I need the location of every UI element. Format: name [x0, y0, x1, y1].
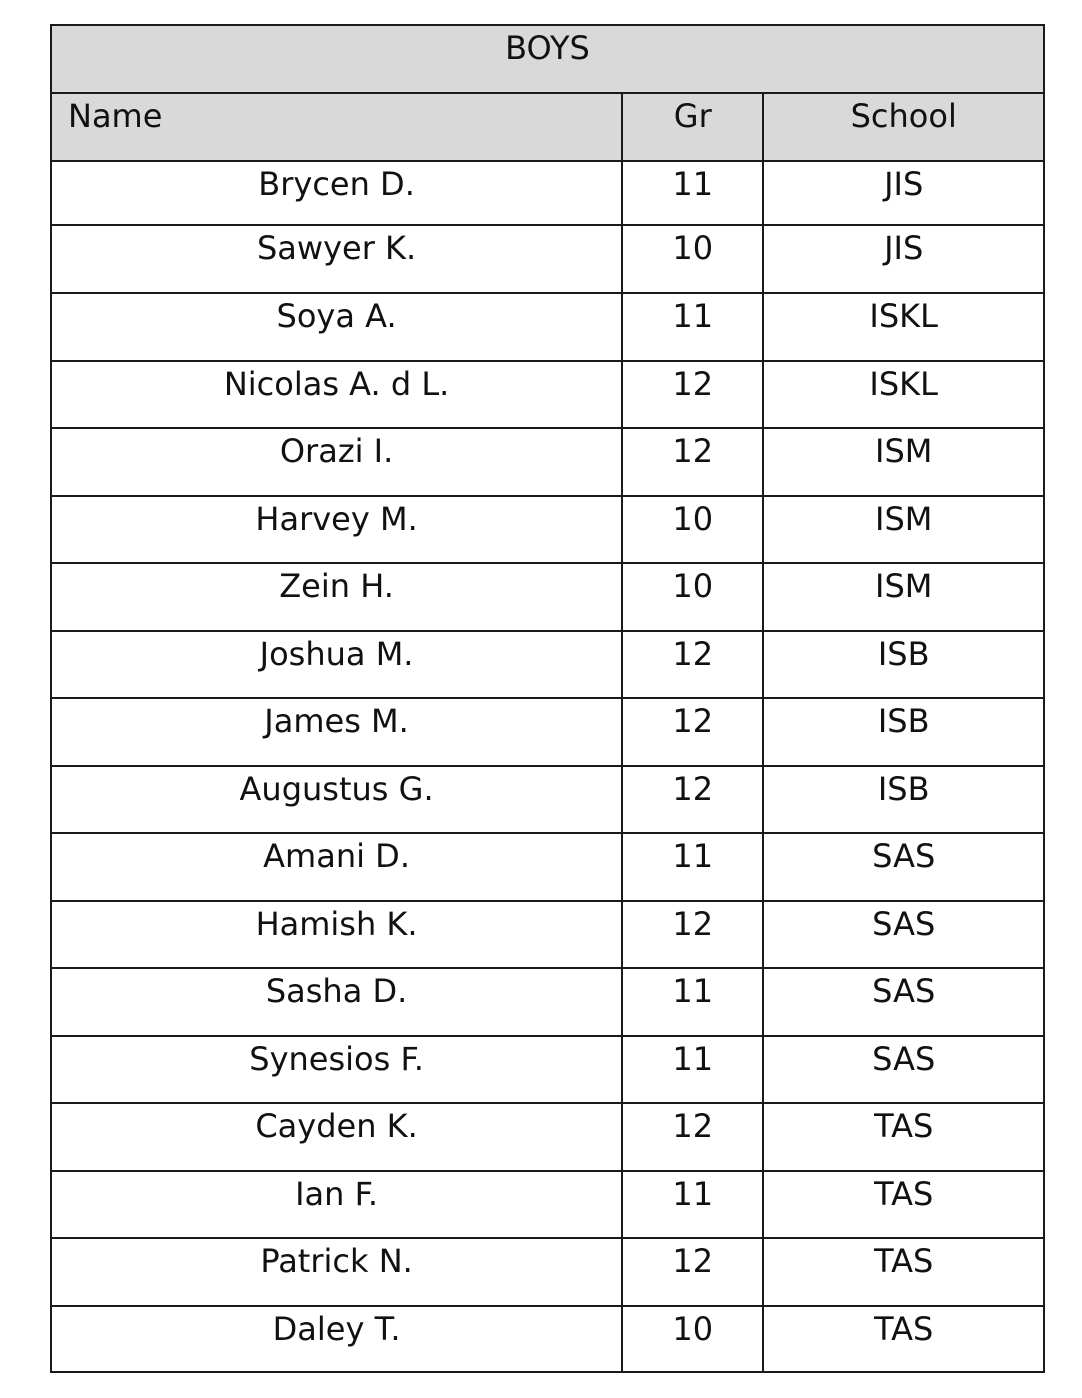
table-cell-name	[51, 968, 622, 1036]
table-cell-school	[763, 833, 1044, 901]
table-cell-grade	[622, 161, 763, 225]
table-cell-grade	[622, 428, 763, 496]
table-row	[51, 293, 1044, 361]
table-cell-grade	[622, 968, 763, 1036]
table-cell-name	[51, 1103, 622, 1171]
table-row	[51, 833, 1044, 901]
table-row	[51, 161, 1044, 225]
cell-school-text: ISKL	[869, 365, 938, 403]
table-cell-grade	[622, 833, 763, 901]
cell-name-text: Sawyer K.	[256, 229, 417, 267]
cell-grade-text: 12	[672, 1107, 714, 1145]
table-cell-school	[763, 563, 1044, 631]
table-cell-school	[763, 1103, 1044, 1171]
cell-grade-text: 10	[672, 1310, 714, 1348]
cell-school-text: SAS	[872, 837, 936, 875]
cell-grade-text: 12	[672, 635, 714, 673]
table-cell-name	[51, 901, 622, 968]
cell-name-text: Brycen D.	[258, 165, 415, 203]
cell-grade-text: 12	[672, 702, 714, 740]
cell-grade-text: 11	[672, 837, 714, 875]
table-row	[51, 563, 1044, 631]
table-row	[51, 428, 1044, 496]
table-cell-name	[51, 1036, 622, 1103]
table-title-cell	[51, 25, 1044, 93]
column-header-name	[51, 93, 622, 161]
table-row	[51, 496, 1044, 563]
cell-grade-text: 12	[672, 365, 714, 403]
table-cell-grade	[622, 766, 763, 833]
table-cell-name	[51, 698, 622, 766]
cell-grade-text: 10	[672, 567, 714, 605]
table-cell-grade	[622, 1036, 763, 1103]
table-row	[51, 631, 1044, 698]
table-cell-name	[51, 428, 622, 496]
table-cell-grade	[622, 361, 763, 428]
cell-name-text: James M.	[264, 702, 409, 740]
table-cell-name	[51, 161, 622, 225]
column-header-name-label: Name	[68, 97, 163, 135]
table-row	[51, 1036, 1044, 1103]
cell-name-text: Amani D.	[263, 837, 410, 875]
cell-school-text: ISB	[877, 635, 930, 673]
column-header-school	[763, 93, 1044, 161]
column-header-row	[51, 93, 1044, 161]
column-header-grade	[622, 93, 763, 161]
cell-school-text: TAS	[874, 1175, 934, 1213]
table-body	[51, 161, 1044, 1372]
table-cell-name	[51, 361, 622, 428]
table-cell-name	[51, 833, 622, 901]
table-cell-school	[763, 766, 1044, 833]
table-header	[51, 25, 1044, 161]
table-cell-name	[51, 293, 622, 361]
table-cell-name	[51, 1238, 622, 1306]
table-cell-grade	[622, 1238, 763, 1306]
table-cell-grade	[622, 563, 763, 631]
cell-school-text: ISB	[877, 702, 930, 740]
cell-name-text: Hamish K.	[255, 905, 418, 943]
cell-name-text: Joshua M.	[259, 635, 414, 673]
cell-name-text: Soya A.	[276, 297, 397, 335]
cell-grade-text: 12	[672, 770, 714, 808]
table-cell-name	[51, 1306, 622, 1372]
table-cell-name	[51, 496, 622, 563]
cell-name-text: Orazi I.	[279, 432, 394, 470]
table-row	[51, 361, 1044, 428]
cell-school-text: TAS	[874, 1310, 934, 1348]
column-header-grade-label: Gr	[673, 97, 712, 135]
cell-name-text: Nicolas A. d L.	[223, 365, 450, 403]
cell-grade-text: 11	[672, 297, 714, 335]
cell-school-text: ISM	[875, 567, 933, 605]
table-cell-name	[51, 766, 622, 833]
table-row	[51, 766, 1044, 833]
cell-school-text: ISKL	[869, 297, 938, 335]
cell-name-text: Sasha D.	[265, 972, 408, 1010]
table-cell-school	[763, 428, 1044, 496]
table-cell-name	[51, 1171, 622, 1238]
cell-name-text: Ian F.	[295, 1175, 379, 1213]
cell-school-text: SAS	[872, 1040, 936, 1078]
table-row	[51, 1238, 1044, 1306]
table-row	[51, 1171, 1044, 1238]
cell-school-text: SAS	[872, 905, 936, 943]
table-cell-school	[763, 161, 1044, 225]
cell-grade-text: 11	[672, 972, 714, 1010]
cell-grade-text: 11	[672, 1175, 714, 1213]
table-cell-grade	[622, 1306, 763, 1372]
cell-grade-text: 11	[672, 1040, 714, 1078]
table-cell-name	[51, 631, 622, 698]
cell-grade-text: 10	[672, 229, 714, 267]
cell-school-text: JIS	[884, 229, 924, 267]
cell-name-text: Synesios F.	[249, 1040, 424, 1078]
table-cell-name	[51, 225, 622, 293]
table-cell-grade	[622, 1103, 763, 1171]
cell-grade-text: 12	[672, 432, 714, 470]
table-cell-grade	[622, 225, 763, 293]
table-row	[51, 901, 1044, 968]
title-row	[51, 25, 1044, 93]
cell-name-text: Patrick N.	[260, 1242, 413, 1280]
cell-school-text: ISM	[875, 500, 933, 538]
cell-name-text: Harvey M.	[255, 500, 418, 538]
boys-roster-table	[50, 24, 1045, 1373]
cell-name-text: Zein H.	[279, 567, 394, 605]
cell-school-text: SAS	[872, 972, 936, 1010]
table-cell-name	[51, 563, 622, 631]
table-cell-grade	[622, 293, 763, 361]
table-cell-school	[763, 968, 1044, 1036]
table-cell-school	[763, 496, 1044, 563]
cell-grade-text: 11	[672, 165, 714, 203]
cell-grade-text: 12	[672, 905, 714, 943]
cell-name-text: Daley T.	[272, 1310, 401, 1348]
cell-name-text: Cayden K.	[255, 1107, 418, 1145]
table-cell-grade	[622, 1171, 763, 1238]
table-cell-grade	[622, 496, 763, 563]
cell-name-text: Augustus G.	[239, 770, 434, 808]
table-cell-school	[763, 1238, 1044, 1306]
table-cell-school	[763, 631, 1044, 698]
table-row	[51, 698, 1044, 766]
table-cell-school	[763, 361, 1044, 428]
table-row	[51, 968, 1044, 1036]
table-cell-school	[763, 1036, 1044, 1103]
cell-grade-text: 12	[672, 1242, 714, 1280]
cell-school-text: TAS	[874, 1242, 934, 1280]
table-cell-school	[763, 225, 1044, 293]
table-cell-school	[763, 1171, 1044, 1238]
table-cell-school	[763, 293, 1044, 361]
table-cell-school	[763, 698, 1044, 766]
table-cell-school	[763, 901, 1044, 968]
table-row	[51, 1103, 1044, 1171]
table-cell-grade	[622, 631, 763, 698]
table-cell-grade	[622, 698, 763, 766]
table-title: BOYS	[505, 29, 590, 67]
table-cell-grade	[622, 901, 763, 968]
table-row	[51, 1306, 1044, 1372]
table-row	[51, 225, 1044, 293]
column-header-school-label: School	[850, 97, 957, 135]
cell-school-text: JIS	[884, 165, 924, 203]
cell-school-text: ISM	[875, 432, 933, 470]
cell-school-text: ISB	[877, 770, 930, 808]
cell-grade-text: 10	[672, 500, 714, 538]
table-cell-school	[763, 1306, 1044, 1372]
cell-school-text: TAS	[874, 1107, 934, 1145]
